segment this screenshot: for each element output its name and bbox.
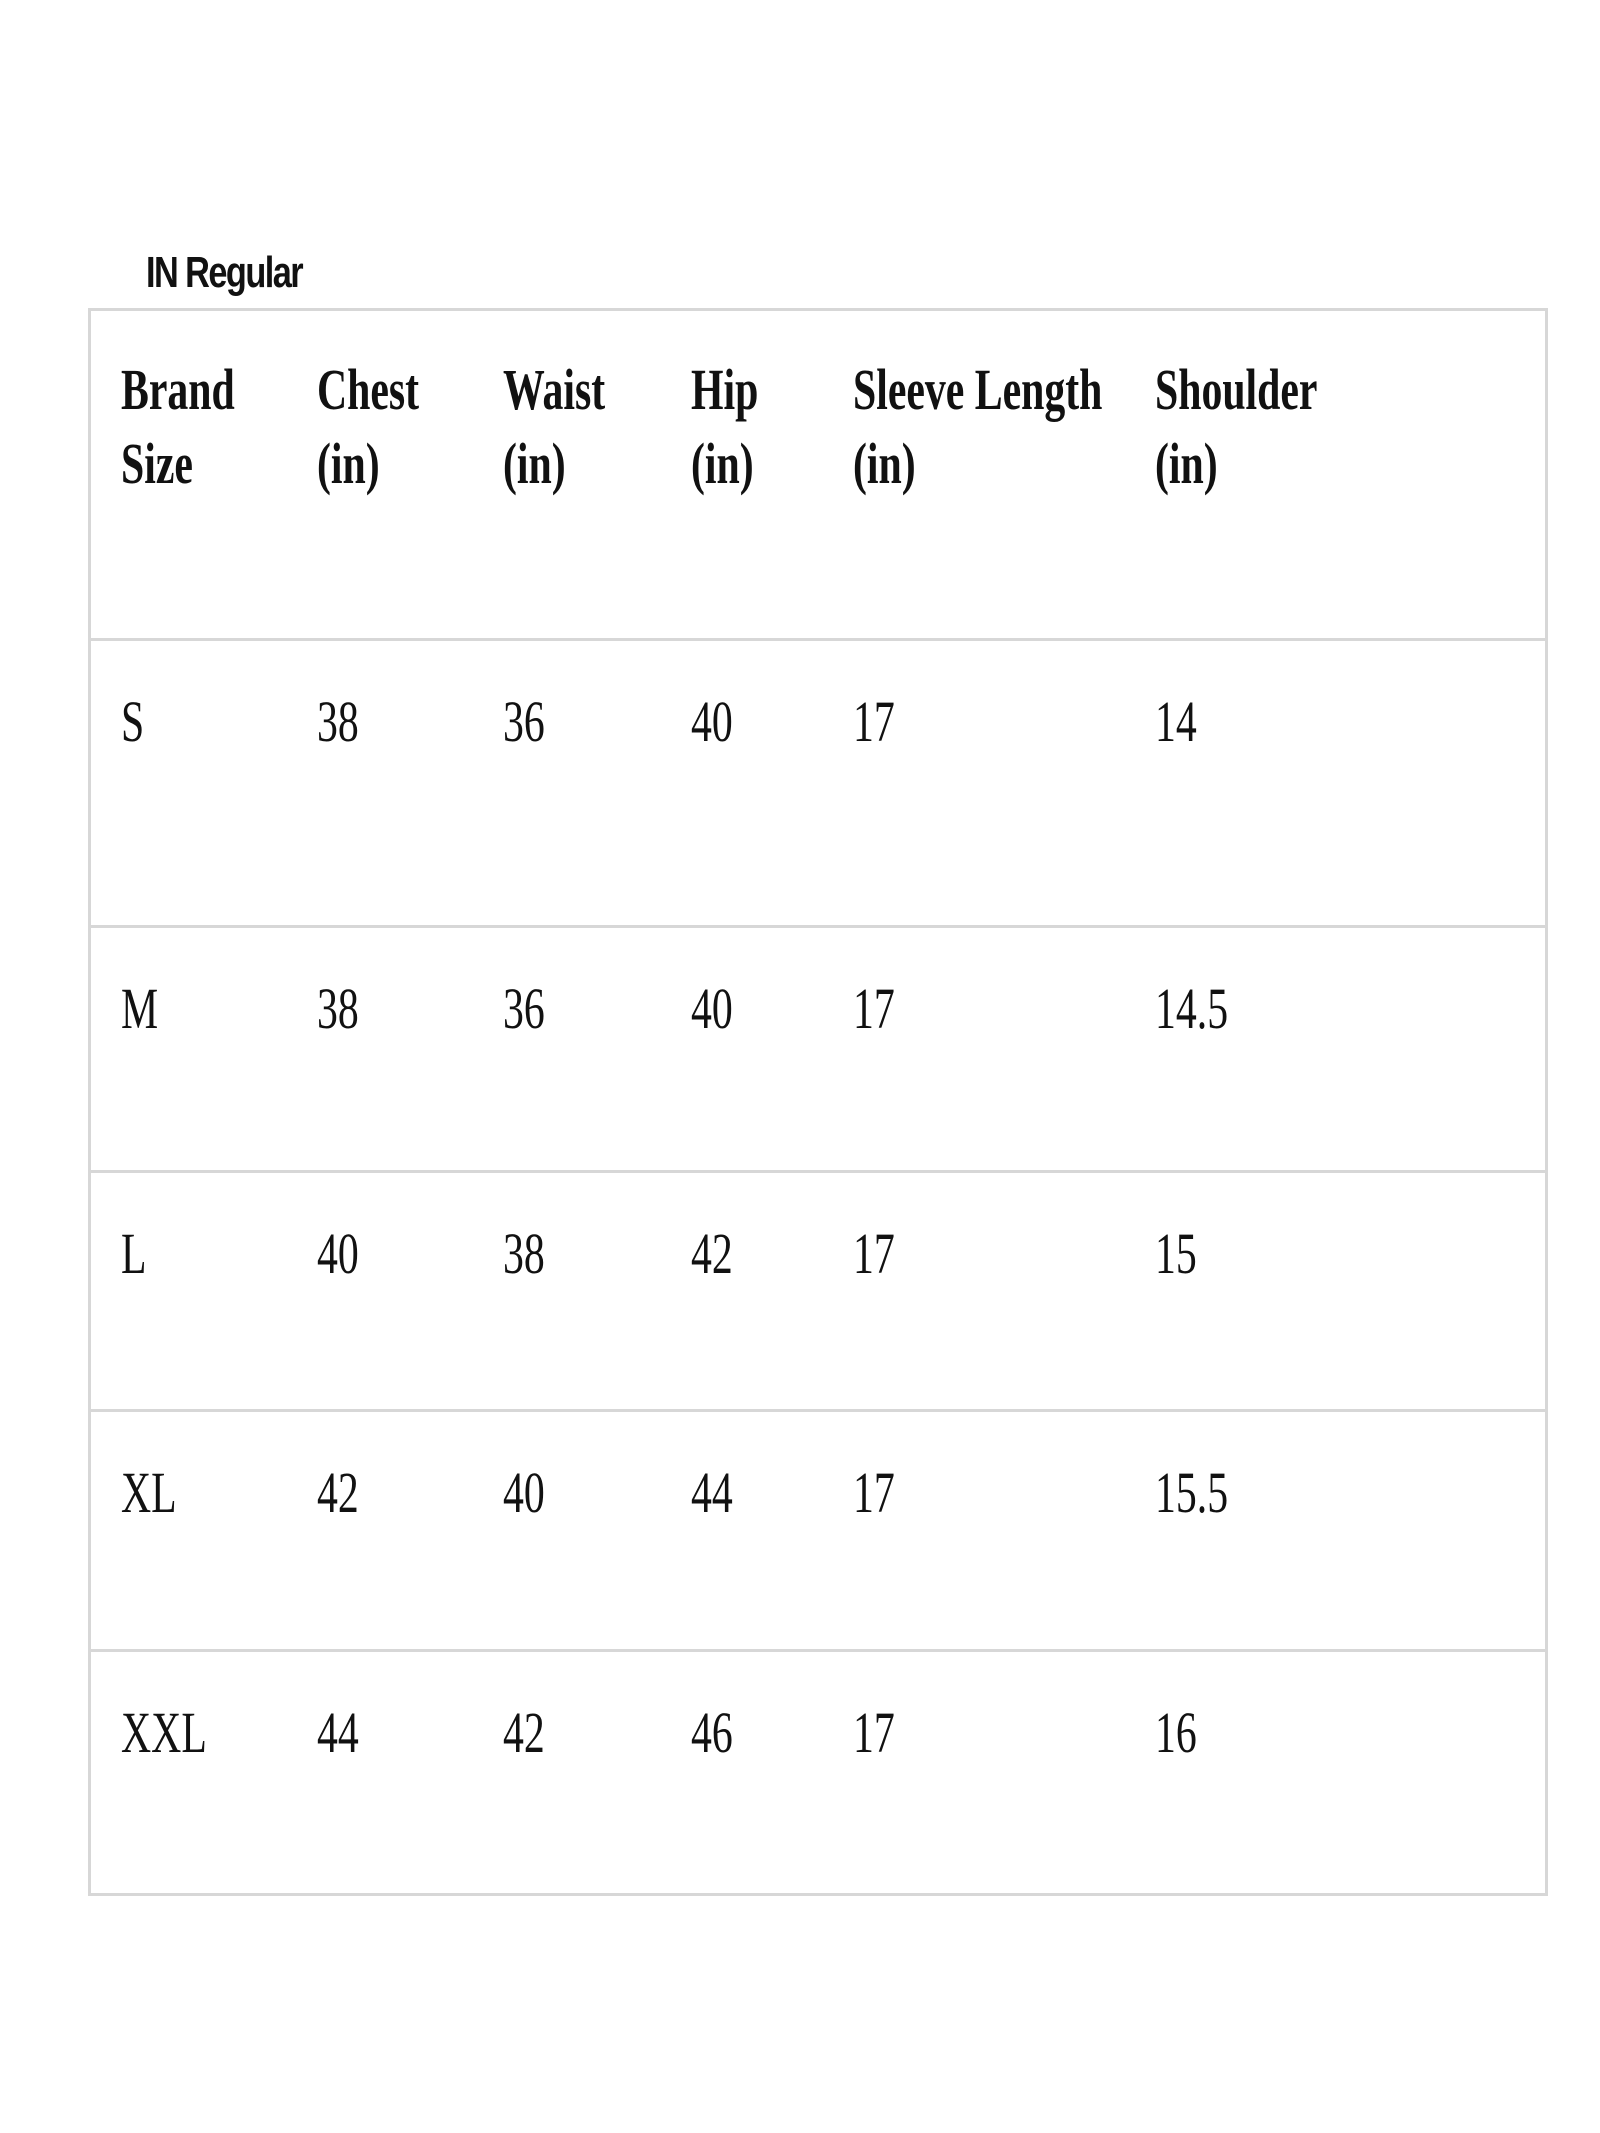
cell-hip: 46	[691, 1700, 733, 1765]
cell-shoulder: 14	[1155, 689, 1197, 754]
cell-chest: 44	[317, 1700, 359, 1765]
table-row	[91, 1652, 1545, 1893]
cell-sleeve-length: 17	[853, 1700, 895, 1765]
cell-waist: 40	[503, 1460, 545, 1525]
size-chart-table	[88, 308, 1548, 1896]
table-row	[91, 1412, 1545, 1652]
header-brand-size: Brand Size	[121, 357, 235, 497]
cell-shoulder: 16	[1155, 1700, 1197, 1765]
cell-shoulder: 15.5	[1155, 1460, 1229, 1525]
cell-waist: 36	[503, 689, 545, 754]
cell-size: XXL	[121, 1700, 207, 1765]
cell-shoulder: 15	[1155, 1221, 1197, 1286]
cell-chest: 38	[317, 976, 359, 1041]
header-waist: Waist (in)	[503, 357, 606, 497]
cell-size: M	[121, 976, 159, 1041]
cell-sleeve-length: 17	[853, 689, 895, 754]
header-shoulder: Shoulder (in)	[1155, 357, 1318, 497]
cell-sleeve-length: 17	[853, 1221, 895, 1286]
cell-hip: 42	[691, 1221, 733, 1286]
table-row	[91, 1173, 1545, 1412]
cell-size: XL	[121, 1460, 177, 1525]
header-chest: Chest (in)	[317, 357, 420, 497]
table-row	[91, 641, 1545, 928]
header-hip: Hip (in)	[691, 357, 759, 497]
cell-hip: 40	[691, 976, 733, 1041]
cell-waist: 38	[503, 1221, 545, 1286]
cell-chest: 38	[317, 689, 359, 754]
table-header-row	[91, 311, 1545, 641]
cell-waist: 42	[503, 1700, 545, 1765]
cell-sleeve-length: 17	[853, 1460, 895, 1525]
table-row	[91, 928, 1545, 1173]
cell-shoulder: 14.5	[1155, 976, 1229, 1041]
cell-size: S	[121, 689, 145, 754]
cell-size: L	[121, 1221, 147, 1286]
cell-hip: 44	[691, 1460, 733, 1525]
cell-hip: 40	[691, 689, 733, 754]
size-chart-title: IN Regular	[146, 248, 303, 297]
cell-chest: 42	[317, 1460, 359, 1525]
cell-waist: 36	[503, 976, 545, 1041]
cell-chest: 40	[317, 1221, 359, 1286]
cell-sleeve-length: 17	[853, 976, 895, 1041]
header-sleeve-length: Sleeve Length (in)	[853, 357, 1103, 497]
